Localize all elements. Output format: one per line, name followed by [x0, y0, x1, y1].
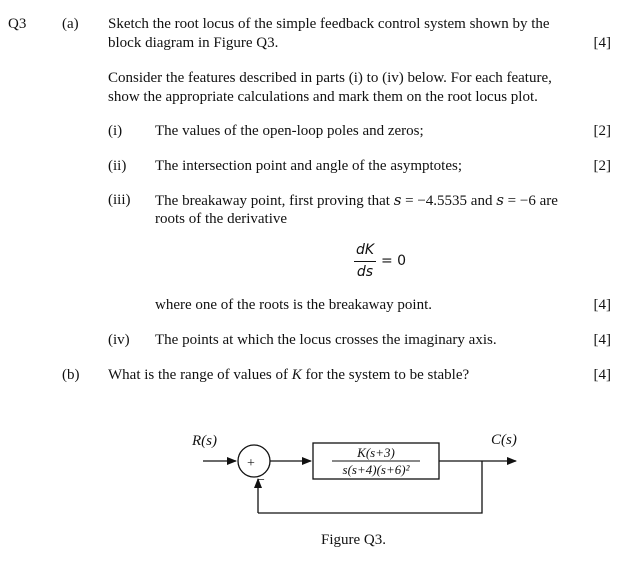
part-a-marks: [4]: [593, 35, 611, 51]
figure-caption: Figure Q3.: [321, 532, 386, 548]
item-iii-s1: s: [393, 191, 402, 209]
item-ii-marks: [2]: [593, 158, 611, 174]
part-a-line1: Sketch the root locus of the simple feedback control system shown by the: [108, 16, 550, 32]
minus-sign: −: [257, 473, 265, 488]
item-i-text: The values of the open-loop poles and zeros;: [155, 123, 424, 139]
item-iii-line2: roots of the derivative: [155, 211, 288, 227]
where-marks: [4]: [593, 297, 611, 313]
item-iii-eq2: = −6 are: [503, 193, 558, 209]
part-b-K: K: [291, 367, 302, 383]
output-label: C(s): [491, 432, 517, 448]
item-i-label: (i): [108, 123, 123, 139]
item-iii-label: (iii): [108, 192, 131, 208]
item-iii-text-pre: The breakaway point, first proving that: [155, 193, 394, 209]
plus-sign: +: [247, 456, 255, 471]
derivative-numerator: dK: [355, 242, 375, 258]
item-i-marks: [2]: [593, 123, 611, 139]
item-iii-s2: s: [496, 191, 504, 209]
part-b-text-post: for the system to be stable?: [301, 367, 470, 383]
tf-denominator: s(s+4)(s+6)²: [342, 462, 410, 477]
derivative-denominator: ds: [356, 264, 374, 280]
part-b-marks: [4]: [593, 367, 611, 383]
part-a-label: (a): [62, 16, 79, 32]
intro-line2: show the appropriate calculations and mark them on the root locus plot.: [108, 89, 538, 105]
part-b-label: (b): [62, 367, 80, 383]
item-ii-text: The intersection point and angle of the asymptotes;: [155, 158, 463, 174]
where-text: where one of the roots is the breakaway point.: [155, 297, 432, 313]
item-iii-eq1: = −4.5535 and: [401, 193, 497, 209]
item-iv-text: The points at which the locus crosses the imaginary axis.: [155, 332, 497, 348]
item-iv-marks: [4]: [593, 332, 611, 348]
item-ii-label: (ii): [108, 158, 127, 174]
part-b-text-pre: What is the range of values of: [108, 367, 292, 383]
item-iv-label: (iv): [108, 332, 130, 348]
question-number: Q3: [8, 16, 27, 32]
input-label: R(s): [192, 433, 217, 449]
tf-numerator: K(s+3): [357, 445, 395, 460]
intro-line1: Consider the features described in parts (i) to (iv) below. For each feature,: [108, 70, 552, 86]
part-a-line2: block diagram in Figure Q3.: [108, 35, 279, 51]
derivative-equals: = 0: [381, 253, 407, 269]
